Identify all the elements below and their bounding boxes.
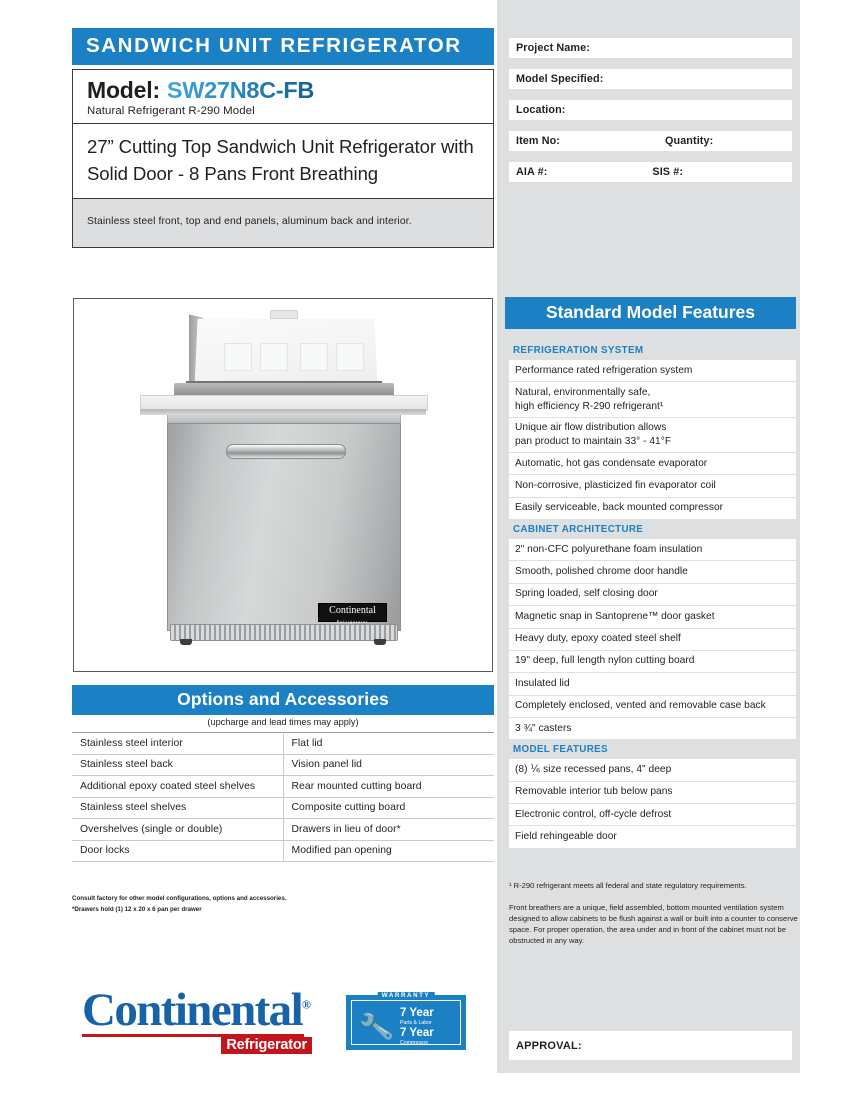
- options-subheading: (upcharge and lead times may apply): [207, 717, 359, 727]
- model-subtitle: Natural Refrigerant R-290 Model: [87, 104, 255, 117]
- left-column: [72, 28, 494, 248]
- option-cell: Stainless steel shelves: [72, 797, 283, 819]
- option-cell: Drawers in lieu of door*: [283, 819, 494, 841]
- option-cell: Vision panel lid: [283, 754, 494, 776]
- product-description: 27” Cutting Top Sandwich Unit Refrigerator with Solid Door - 8 Pans Front Breathing: [87, 135, 474, 185]
- logo-subbrand: Refrigerator: [221, 1037, 312, 1054]
- spec-field-second-label: SIS #:: [652, 166, 684, 178]
- approval-field[interactable]: [509, 1031, 792, 1060]
- features-list: [509, 341, 796, 849]
- product-image: [73, 298, 493, 672]
- options-footnotes: [72, 893, 372, 916]
- logo-name: Continental: [82, 984, 303, 1036]
- option-cell: Rear mounted cutting board: [283, 776, 494, 798]
- feature-item: Heavy duty, epoxy coated steel shelf: [509, 629, 796, 651]
- fine-print: [509, 880, 799, 957]
- footnote-front-breathers: Front breathers are a unique, field assembled, bottom mounted ventilation system designed to allow cabinets to be flush against a wall or built into a counter to conserve space. For proper operation, the area under and in front of the cabinet must not be obstructed in any way.: [509, 903, 798, 945]
- feature-item: Smooth, polished chrome door handle: [509, 561, 796, 583]
- table-row: [72, 819, 494, 841]
- option-cell: Flat lid: [283, 733, 494, 755]
- door-badge-sub: Refrigerator: [336, 619, 369, 624]
- spec-field[interactable]: [509, 131, 792, 151]
- spec-field[interactable]: [509, 162, 792, 182]
- spec-field-second-label: Quantity:: [665, 135, 714, 147]
- feature-group-title: MODEL FEATURES: [513, 744, 608, 756]
- caster: [180, 639, 192, 645]
- warranty-compressor-years: 7 Year: [400, 1027, 434, 1040]
- feature-item: 19" deep, full length nylon cutting board: [509, 651, 796, 673]
- feature-item: Automatic, hot gas condensate evaporator: [509, 453, 796, 475]
- door-handle: [226, 444, 346, 459]
- option-cell: Composite cutting board: [283, 797, 494, 819]
- feature-item: Removable interior tub below pans: [509, 782, 796, 804]
- spec-field-label: Location:: [516, 104, 566, 116]
- warranty-parts-label: Parts & Labor: [400, 1019, 432, 1026]
- feature-item: (8) ⅙ size recessed pans, 4" deep: [509, 759, 796, 781]
- model-row: [73, 70, 493, 124]
- feature-item: Completely enclosed, vented and removable case back: [509, 696, 796, 718]
- materials-text: Stainless steel front, top and end panels, aluminum back and interior.: [87, 215, 412, 227]
- feature-item: Natural, environmentally safe, high efficiency R-290 refrigerant¹: [509, 382, 796, 417]
- front-breathing-grille: [170, 624, 398, 641]
- spec-field[interactable]: [509, 38, 792, 58]
- feature-group-title: CABINET ARCHITECTURE: [513, 524, 644, 536]
- table-row: [72, 776, 494, 798]
- option-cell: Door locks: [72, 840, 283, 862]
- caster: [374, 639, 386, 645]
- standard-features-heading: Standard Model Features: [505, 297, 796, 329]
- door-badge-name: Continental: [329, 605, 376, 616]
- lid-ridge: [260, 343, 288, 371]
- feature-item: 3 ¾" casters: [509, 718, 796, 740]
- feature-item: Field rehingeable door: [509, 826, 796, 848]
- lid-ridge: [224, 343, 252, 371]
- feature-item: Non-corrosive, plasticized fin evaporator coil: [509, 475, 796, 497]
- registered-mark-icon: ®: [302, 997, 312, 1012]
- table-row: [72, 733, 494, 755]
- spec-field-label: AIA #:: [516, 166, 548, 178]
- feature-item: Electronic control, off-cycle defrost: [509, 804, 796, 826]
- footnote-consult-factory: Consult factory for other model configurations, options and accessories.: [72, 895, 287, 902]
- approval-label: APPROVAL:: [516, 1039, 582, 1052]
- option-cell: Additional epoxy coated steel shelves: [72, 776, 283, 798]
- warranty-terms: [400, 1008, 434, 1049]
- feature-item: Magnetic snap in Santoprene™ door gasket: [509, 606, 796, 628]
- feature-group-title: REFRIGERATION SYSTEM: [513, 345, 644, 356]
- feature-item: Spring loaded, self closing door: [509, 584, 796, 606]
- spec-field-label: Model Specified:: [516, 73, 604, 85]
- options-table: [72, 732, 494, 862]
- options-heading: Options and Accessories: [72, 685, 494, 715]
- table-row: [72, 840, 494, 862]
- model-number: SW27N8C-FB: [166, 76, 315, 103]
- warranty-badge: [346, 992, 466, 1050]
- logo-wordmark: [82, 984, 312, 1036]
- lid-ridge: [336, 343, 364, 371]
- model-info-box: [72, 69, 494, 248]
- table-row: [72, 754, 494, 776]
- product-description-row: [73, 124, 493, 199]
- option-cell: Stainless steel back: [72, 754, 283, 776]
- footnote-drawers: *Drawers hold (1) 12 x 20 x 6 pan per drawer: [72, 906, 202, 914]
- option-cell: Stainless steel interior: [72, 733, 283, 755]
- lid-ridge: [300, 343, 328, 371]
- lid-grip: [270, 310, 298, 319]
- feature-item: Performance rated refrigeration system: [509, 360, 796, 382]
- spec-field-label: Item No:: [516, 135, 560, 147]
- door-brand-badge: [318, 603, 387, 622]
- specification-fields: [509, 38, 792, 193]
- wrench-screwdriver-icon: 🔧: [358, 1009, 396, 1045]
- company-logo: [82, 984, 312, 1054]
- option-cell: Overshelves (single or double): [72, 819, 283, 841]
- footnote-r290: ¹ R-290 refrigerant meets all federal and state regulatory requirements.: [509, 881, 747, 890]
- spec-field-label: Project Name:: [516, 42, 590, 54]
- feature-item: 2" non-CFC polyurethane foam insulation: [509, 539, 796, 561]
- spec-field[interactable]: [509, 100, 792, 120]
- table-row: [72, 797, 494, 819]
- materials-row: [73, 199, 493, 247]
- spec-field[interactable]: [509, 69, 792, 89]
- feature-item: Easily serviceable, back mounted compressor: [509, 498, 796, 520]
- feature-item: Insulated lid: [509, 673, 796, 695]
- option-cell: Modified pan opening: [283, 840, 494, 862]
- warranty-parts-years: 7 Year: [400, 1007, 434, 1019]
- warranty-title: WARRANTY: [378, 992, 435, 999]
- warranty-compressor-label: Compressor: [400, 1040, 429, 1047]
- feature-item: Unique air flow distribution allows pan product to maintain 33° - 41°F: [509, 418, 796, 453]
- model-label: Model:: [87, 76, 160, 103]
- page-title: SANDWICH UNIT REFRIGERATOR: [72, 28, 494, 65]
